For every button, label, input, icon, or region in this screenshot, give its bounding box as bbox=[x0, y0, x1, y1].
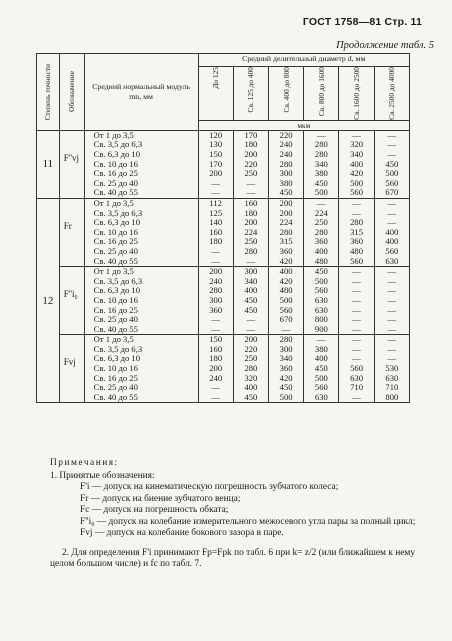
tolerance-value: 630 bbox=[385, 255, 399, 266]
module-range: Св. 3,5 до 6,3 bbox=[93, 139, 143, 150]
tolerance-value: 500 bbox=[314, 372, 328, 383]
tolerance-value: 240 bbox=[279, 139, 293, 150]
tolerance-value: — bbox=[211, 255, 220, 266]
tolerance-value: 630 bbox=[314, 294, 328, 305]
tolerance-value: 710 bbox=[350, 382, 363, 393]
tolerance-value: — bbox=[352, 391, 361, 402]
module-range: Св. 25 до 40 bbox=[93, 314, 138, 325]
degree-header-cell bbox=[37, 54, 60, 131]
tolerance-value: 450 bbox=[244, 294, 258, 305]
tolerance-value: 420 bbox=[350, 168, 363, 179]
tolerance-value: — bbox=[352, 323, 361, 334]
diameter-header: Средний делительный диаметр d, мм bbox=[198, 54, 409, 67]
tolerance-value: 300 bbox=[244, 266, 258, 277]
tolerance-value: 200 bbox=[279, 197, 293, 208]
tolerance-value: 340 bbox=[244, 275, 258, 286]
module-range: Св. 6,3 до 10 bbox=[93, 353, 141, 364]
value-cell bbox=[339, 335, 374, 403]
tolerance-value: 340 bbox=[314, 158, 328, 169]
note-1-item-2: Fr — допуск на биение зубчатого венца; bbox=[80, 493, 241, 504]
degree-header: Степень точности bbox=[43, 63, 53, 121]
table-row bbox=[37, 335, 410, 403]
tolerance-value: 560 bbox=[385, 177, 399, 188]
tolerance-value: — bbox=[246, 255, 256, 266]
tolerance-value: 224 bbox=[279, 217, 293, 228]
value-cell bbox=[233, 198, 268, 266]
tolerance-value: — bbox=[352, 129, 361, 140]
symbol-label: F''vj bbox=[63, 152, 80, 163]
value-cell bbox=[304, 198, 339, 266]
value-cell bbox=[269, 267, 304, 335]
tolerance-value: 315 bbox=[350, 226, 363, 237]
module-range: Св. 6,3 до 10 bbox=[93, 285, 141, 296]
tolerance-value: 450 bbox=[314, 266, 328, 277]
value-cell bbox=[304, 130, 339, 198]
tolerance-value: 120 bbox=[209, 129, 223, 140]
tolerance-value: 380 bbox=[279, 177, 293, 188]
note-2: 2. Для определения F'i принимают Fp=Fpk по табл. 6 при k= z/2 (или ближайшем к нему целом большом числе) и fc по табл. 7. bbox=[50, 547, 416, 569]
tolerance-value: 420 bbox=[279, 372, 293, 383]
tolerance-value: 150 bbox=[209, 334, 223, 345]
tolerance-value: 360 bbox=[314, 236, 328, 247]
module-range: Св. 10 до 16 bbox=[93, 363, 138, 374]
tolerance-value: 560 bbox=[385, 245, 399, 256]
module-range: Св. 40 до 55 bbox=[93, 255, 138, 266]
module-range: Св. 6,3 до 10 bbox=[93, 217, 141, 228]
value-cell bbox=[233, 335, 268, 403]
tolerance-value: — bbox=[352, 275, 361, 286]
tolerance-value: — bbox=[352, 304, 361, 315]
diameter-col-label: До 125 bbox=[211, 67, 221, 89]
table-row bbox=[37, 130, 410, 198]
tolerance-value: 170 bbox=[209, 158, 223, 169]
value-cell bbox=[198, 335, 233, 403]
tolerance-value: 400 bbox=[314, 353, 328, 364]
tolerance-value: — bbox=[387, 323, 397, 334]
tolerance-value: — bbox=[246, 314, 256, 325]
tolerance-value: — bbox=[387, 334, 397, 345]
value-cell bbox=[339, 130, 374, 198]
notes-section bbox=[50, 458, 430, 571]
module-cell bbox=[84, 335, 198, 403]
module-range: Св. 16 до 25 bbox=[93, 372, 138, 383]
tolerance-value: 300 bbox=[209, 294, 223, 305]
tolerance-value: 500 bbox=[314, 275, 328, 286]
module-range: От 1 до 3,5 bbox=[93, 266, 134, 277]
module-range: Св. 10 до 16 bbox=[93, 158, 138, 169]
tolerance-value: 480 bbox=[350, 245, 363, 256]
value-cell bbox=[374, 335, 409, 403]
tolerance-value: — bbox=[387, 139, 397, 150]
tolerance-value: 250 bbox=[314, 217, 328, 228]
tolerance-value: 630 bbox=[385, 372, 399, 383]
tolerance-value: 280 bbox=[244, 245, 258, 256]
diameter-col-header bbox=[233, 67, 268, 121]
tolerance-value: 170 bbox=[244, 129, 258, 140]
tolerance-value: — bbox=[387, 217, 397, 228]
tolerance-value: 670 bbox=[385, 187, 399, 198]
module-range: Св. 10 до 16 bbox=[93, 294, 138, 305]
diameter-col-label: Св. 2500 до 4000 bbox=[387, 67, 397, 120]
diameter-col-header bbox=[374, 67, 409, 121]
value-cell bbox=[198, 267, 233, 335]
tolerance-value: — bbox=[387, 285, 397, 296]
table-continuation-label: Продолжение табл. 5 bbox=[336, 40, 434, 51]
tolerance-value: 560 bbox=[279, 304, 293, 315]
tolerance-value: — bbox=[352, 353, 361, 364]
tolerance-value: — bbox=[387, 129, 397, 140]
tolerance-value: 130 bbox=[209, 139, 223, 150]
tolerance-value: 220 bbox=[279, 129, 293, 140]
note-1-heading: 1. Принятые обозначения: bbox=[50, 470, 155, 481]
tolerance-value: 112 bbox=[209, 197, 222, 208]
tolerance-value: 500 bbox=[385, 168, 399, 179]
symbol-header: Обозначение bbox=[67, 71, 77, 113]
value-cell bbox=[233, 130, 268, 198]
tolerance-value: 280 bbox=[314, 226, 328, 237]
value-cell bbox=[233, 267, 268, 335]
tolerance-value: — bbox=[387, 207, 397, 218]
tolerance-value: 400 bbox=[314, 245, 328, 256]
module-range: От 1 до 3,5 bbox=[93, 129, 134, 140]
module-range: Св. 25 до 40 bbox=[93, 382, 138, 393]
value-cell bbox=[304, 335, 339, 403]
tolerance-value: 560 bbox=[350, 363, 363, 374]
tolerance-value: 530 bbox=[385, 363, 399, 374]
symbol-label: Fr bbox=[63, 220, 72, 231]
tolerance-value: 380 bbox=[314, 168, 328, 179]
tolerance-value: — bbox=[387, 343, 397, 354]
tolerance-value: — bbox=[387, 197, 397, 208]
tolerance-value: — bbox=[211, 177, 220, 188]
tolerance-value: 560 bbox=[314, 382, 328, 393]
symbol-header-cell bbox=[59, 54, 84, 131]
tolerance-value: 400 bbox=[385, 236, 399, 247]
module-range: Св. 3,5 до 6,3 bbox=[93, 207, 143, 218]
tolerance-value: 450 bbox=[244, 304, 258, 315]
tolerance-value: 710 bbox=[385, 382, 399, 393]
tolerance-value: 400 bbox=[385, 226, 399, 237]
tolerance-value: 300 bbox=[279, 343, 293, 354]
tolerance-value: — bbox=[387, 314, 397, 325]
tolerance-value: 240 bbox=[279, 149, 293, 160]
symbol-cell bbox=[59, 130, 84, 198]
tolerance-value: 150 bbox=[209, 149, 223, 160]
note-1-item-5: Fvj — допуск на колебание бокового зазора в паре. bbox=[80, 528, 284, 538]
value-cell bbox=[339, 198, 374, 266]
tolerance-value: 160 bbox=[209, 343, 223, 354]
tolerance-value: 360 bbox=[350, 236, 363, 247]
tolerance-value: 500 bbox=[279, 294, 293, 305]
tolerance-value: 480 bbox=[279, 285, 293, 296]
tolerance-value: 480 bbox=[314, 255, 328, 266]
tolerance-value: 280 bbox=[209, 285, 223, 296]
tolerance-value: 240 bbox=[209, 275, 223, 286]
tolerance-value: — bbox=[352, 197, 361, 208]
tolerance-value: 250 bbox=[244, 353, 258, 364]
tolerance-value: 560 bbox=[314, 285, 328, 296]
diameter-col-label: Св. 800 до 1600 bbox=[316, 67, 326, 117]
value-cell bbox=[374, 198, 409, 266]
tolerance-value: 140 bbox=[209, 217, 223, 228]
tolerance-value: 200 bbox=[209, 266, 223, 277]
value-cell bbox=[269, 198, 304, 266]
unit-label: мкм bbox=[198, 120, 409, 130]
tolerance-value: 180 bbox=[244, 139, 258, 150]
tolerance-value: 450 bbox=[279, 187, 293, 198]
tolerance-value: 560 bbox=[350, 255, 363, 266]
symbol-cell bbox=[59, 267, 84, 335]
diameter-col-header bbox=[269, 67, 304, 121]
tolerance-value: 400 bbox=[350, 158, 363, 169]
notes-title: Примечания: bbox=[50, 458, 119, 468]
note-1-item-4: F''i₀ — допуск на колебание измерительного межосевого угла пары за полный цикл; bbox=[80, 516, 416, 527]
tolerance-value: 280 bbox=[314, 149, 328, 160]
tolerance-value: 670 bbox=[279, 314, 293, 325]
note-1-item-3: Fc — допуск на погрешность обката; bbox=[80, 505, 229, 515]
module-range: Св. 10 до 16 bbox=[93, 226, 138, 237]
diameter-col-header bbox=[339, 67, 374, 121]
module-range: Св. 16 до 25 bbox=[93, 304, 138, 315]
value-cell bbox=[198, 130, 233, 198]
symbol-label: F''i₀ bbox=[63, 289, 78, 300]
tolerance-value: 180 bbox=[244, 207, 258, 218]
tolerance-value: 315 bbox=[279, 236, 293, 247]
tolerance-value: 200 bbox=[209, 363, 223, 374]
tolerance-value: — bbox=[387, 275, 397, 286]
tolerance-value: — bbox=[246, 187, 256, 198]
tolerance-value: — bbox=[211, 187, 220, 198]
tolerance-value: 280 bbox=[279, 158, 293, 169]
tolerance-value: 280 bbox=[350, 217, 363, 228]
tolerance-value: 380 bbox=[314, 343, 328, 354]
value-cell bbox=[269, 335, 304, 403]
value-cell bbox=[374, 267, 409, 335]
tolerance-value: 160 bbox=[209, 226, 223, 237]
module-range: Св. 25 до 40 bbox=[93, 245, 138, 256]
tolerance-value: 320 bbox=[244, 372, 258, 383]
diameter-col-label: Св. 1600 до 2500 bbox=[352, 67, 362, 120]
table-row bbox=[37, 198, 410, 266]
module-range: От 1 до 3,5 bbox=[93, 334, 134, 345]
tolerance-value: — bbox=[352, 294, 361, 305]
tolerance-value: 220 bbox=[244, 343, 258, 354]
tolerance-value: 180 bbox=[209, 236, 223, 247]
tolerance-value: 450 bbox=[385, 158, 399, 169]
note-1-item-1: F'i — допуск на кинематическую погрешность зубчатого колеса; bbox=[80, 482, 339, 492]
tolerance-value: — bbox=[352, 285, 361, 296]
module-range: Св. 25 до 40 bbox=[93, 177, 138, 188]
tolerance-value: — bbox=[352, 314, 361, 325]
tolerance-value: 340 bbox=[279, 353, 293, 364]
tolerance-value: 360 bbox=[209, 304, 223, 315]
symbol-label: Fvj bbox=[63, 357, 76, 368]
module-range: Св. 16 до 25 bbox=[93, 168, 138, 179]
tolerance-value: 400 bbox=[244, 382, 258, 393]
tolerance-value: 280 bbox=[244, 363, 258, 374]
tolerance-value: 800 bbox=[314, 314, 328, 325]
tolerance-value: — bbox=[211, 245, 220, 256]
tolerance-value: 900 bbox=[314, 323, 328, 334]
module-header: Средний нормальный модуль mn, мм bbox=[84, 54, 198, 131]
tolerance-value: 420 bbox=[279, 255, 293, 266]
tolerance-value: 630 bbox=[350, 372, 363, 383]
table-row bbox=[37, 267, 410, 335]
tolerance-value: — bbox=[317, 334, 326, 345]
module-range: Св. 40 до 55 bbox=[93, 187, 138, 198]
tolerance-value: 220 bbox=[244, 158, 258, 169]
value-cell bbox=[269, 130, 304, 198]
tolerance-value: 160 bbox=[244, 197, 258, 208]
tolerance-value: — bbox=[387, 149, 397, 160]
tolerance-value: 200 bbox=[279, 207, 293, 218]
tolerance-value: 360 bbox=[279, 245, 293, 256]
tolerance-value: — bbox=[211, 323, 220, 334]
tolerance-value: — bbox=[211, 314, 220, 325]
diameter-col-label: Св. 400 до 800 bbox=[281, 67, 291, 113]
tolerance-value: 450 bbox=[244, 391, 258, 402]
tolerance-value: — bbox=[246, 323, 256, 334]
module-range: Св. 16 до 25 bbox=[93, 236, 138, 247]
tolerance-value: — bbox=[387, 304, 397, 315]
tolerance-value: 200 bbox=[244, 217, 258, 228]
diameter-col-header bbox=[198, 67, 233, 121]
tolerance-value: 224 bbox=[314, 207, 328, 218]
tolerance-value: 340 bbox=[350, 149, 363, 160]
tolerance-value: — bbox=[352, 207, 361, 218]
tolerance-value: 300 bbox=[279, 168, 293, 179]
tolerance-value: 450 bbox=[279, 382, 293, 393]
tolerance-value: — bbox=[281, 323, 291, 334]
diameter-col-label: Св. 125 до 400 bbox=[246, 67, 256, 113]
module-range: Св. 40 до 55 bbox=[93, 323, 138, 334]
module-cell bbox=[84, 130, 198, 198]
tolerance-value: 280 bbox=[279, 334, 293, 345]
degree-cell: 11 bbox=[37, 130, 60, 198]
tolerance-value: 240 bbox=[209, 372, 223, 383]
symbol-cell bbox=[59, 198, 84, 266]
tolerance-table bbox=[36, 53, 410, 403]
tolerance-value: — bbox=[352, 343, 361, 354]
page-header: ГОСТ 1758—81 Стр. 11 bbox=[302, 16, 422, 28]
tolerance-value: — bbox=[387, 353, 397, 364]
tolerance-value: 400 bbox=[279, 266, 293, 277]
tolerance-value: 360 bbox=[279, 363, 293, 374]
tolerance-value: — bbox=[387, 294, 397, 305]
tolerance-value: 224 bbox=[244, 226, 258, 237]
module-cell bbox=[84, 198, 198, 266]
module-range: Св. 40 до 55 bbox=[93, 391, 138, 402]
tolerance-value: 125 bbox=[209, 207, 223, 218]
value-cell bbox=[304, 267, 339, 335]
tolerance-value: — bbox=[317, 129, 326, 140]
tolerance-value: — bbox=[211, 382, 220, 393]
tolerance-value: — bbox=[246, 177, 256, 188]
tolerance-value: 280 bbox=[314, 139, 328, 150]
symbol-cell bbox=[59, 335, 84, 403]
tolerance-value: 280 bbox=[279, 226, 293, 237]
tolerance-value: 200 bbox=[244, 334, 258, 345]
tolerance-value: 450 bbox=[314, 363, 328, 374]
module-range: Св. 3,5 до 6,3 bbox=[93, 343, 143, 354]
value-cell bbox=[198, 198, 233, 266]
tolerance-value: — bbox=[387, 266, 397, 277]
tolerance-value: 800 bbox=[385, 391, 399, 402]
module-cell bbox=[84, 267, 198, 335]
value-cell bbox=[339, 267, 374, 335]
tolerance-value: — bbox=[317, 197, 326, 208]
tolerance-value: 250 bbox=[244, 168, 258, 179]
tolerance-value: 400 bbox=[244, 285, 258, 296]
module-range: Св. 6,3 до 10 bbox=[93, 149, 141, 160]
tolerance-value: 320 bbox=[350, 139, 363, 150]
tolerance-value: 420 bbox=[279, 275, 293, 286]
tolerance-value: 630 bbox=[314, 391, 328, 402]
tolerance-value: — bbox=[352, 266, 361, 277]
tolerance-value: — bbox=[352, 334, 361, 345]
module-range: Св. 3,5 до 6,3 bbox=[93, 275, 143, 286]
tolerance-value: 500 bbox=[279, 391, 293, 402]
tolerance-value: 500 bbox=[350, 177, 363, 188]
tolerance-value: 200 bbox=[209, 168, 223, 179]
tolerance-value: 250 bbox=[244, 236, 258, 247]
diameter-col-header bbox=[304, 67, 339, 121]
tolerance-value: 180 bbox=[209, 353, 223, 364]
tolerance-value: — bbox=[211, 391, 220, 402]
tolerance-value: 500 bbox=[314, 187, 328, 198]
tolerance-value: 200 bbox=[244, 149, 258, 160]
tolerance-value: 560 bbox=[350, 187, 363, 198]
module-range: От 1 до 3,5 bbox=[93, 197, 134, 208]
tolerance-value: 630 bbox=[314, 304, 328, 315]
degree-cell: 12 bbox=[37, 198, 60, 402]
tolerance-value: 450 bbox=[314, 177, 328, 188]
value-cell bbox=[374, 130, 409, 198]
